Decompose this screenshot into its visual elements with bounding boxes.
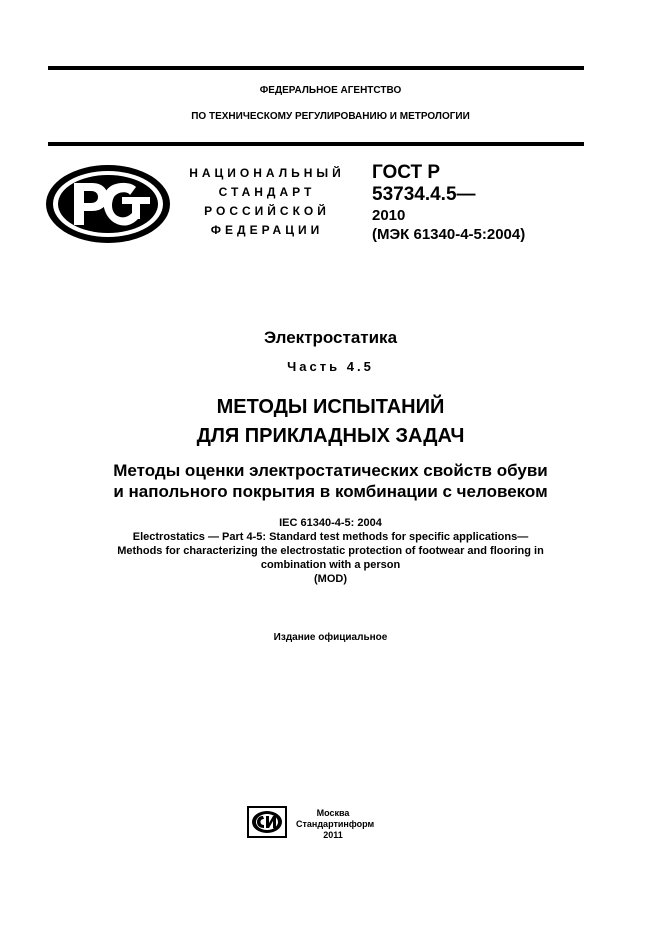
subtitle-line-1: Методы оценки электростатических свойств обуви [113, 461, 548, 480]
publisher-year: 2011 [323, 830, 343, 840]
middle-rule [48, 142, 584, 146]
standard-type-line-1: НАЦИОНАЛЬНЫЙ [189, 166, 345, 180]
main-title-line-1: МЕТОДЫ ИСПЫТАНИЙ [216, 396, 445, 418]
designation-line-1: ГОСТ Р [372, 162, 441, 183]
designation-line-3: 2010 [372, 207, 406, 224]
standard-type [170, 164, 364, 240]
iec-reference: IEC 61340-4-5: 2004 [279, 517, 382, 529]
english-title [0, 516, 661, 586]
publisher-name: Стандартинформ [296, 819, 375, 829]
english-title-line-1: Electrostatics — Part 4-5: Standard test methods for specific applications— [132, 531, 529, 543]
modification-mark: (MOD) [314, 573, 347, 585]
subtitle-line-2: и напольного покрытия в комбинации с человеком [113, 482, 548, 501]
english-title-line-2: Methods for characterizing the electrostatic protection of footwear and flooring in [117, 545, 544, 557]
standard-designation [372, 162, 525, 244]
main-title-line-2: ДЛЯ ПРИКЛАДНЫХ ЗАДАЧ [196, 425, 465, 447]
designation-line-4: (МЭК 61340-4-5:2004) [372, 226, 526, 243]
agency-line-2: ПО ТЕХНИЧЕСКОМУ РЕГУЛИРОВАНИЮ И МЕТРОЛОГИИ [191, 111, 470, 122]
standard-type-line-2: СТАНДАРТ [218, 185, 316, 199]
topic-title: Электростатика [263, 328, 398, 347]
publisher-city: Москва [316, 808, 350, 818]
english-title-line-3: combination with a person [260, 559, 401, 571]
top-rule [48, 66, 584, 70]
gost-r-emblem-icon [44, 163, 172, 245]
standartinform-logo-icon [247, 806, 287, 838]
standard-type-line-3: РОССИЙСКОЙ [204, 204, 330, 218]
standard-type-line-4: ФЕДЕРАЦИИ [210, 223, 324, 237]
designation-line-2: 53734.4.5— [372, 184, 476, 205]
part-number: Часть 4.5 [287, 359, 374, 374]
edition-label: Издание официальное [273, 632, 388, 643]
agency-line-1: ФЕДЕРАЛЬНОЕ АГЕНТСТВО [259, 85, 402, 96]
publisher-block [296, 808, 375, 841]
